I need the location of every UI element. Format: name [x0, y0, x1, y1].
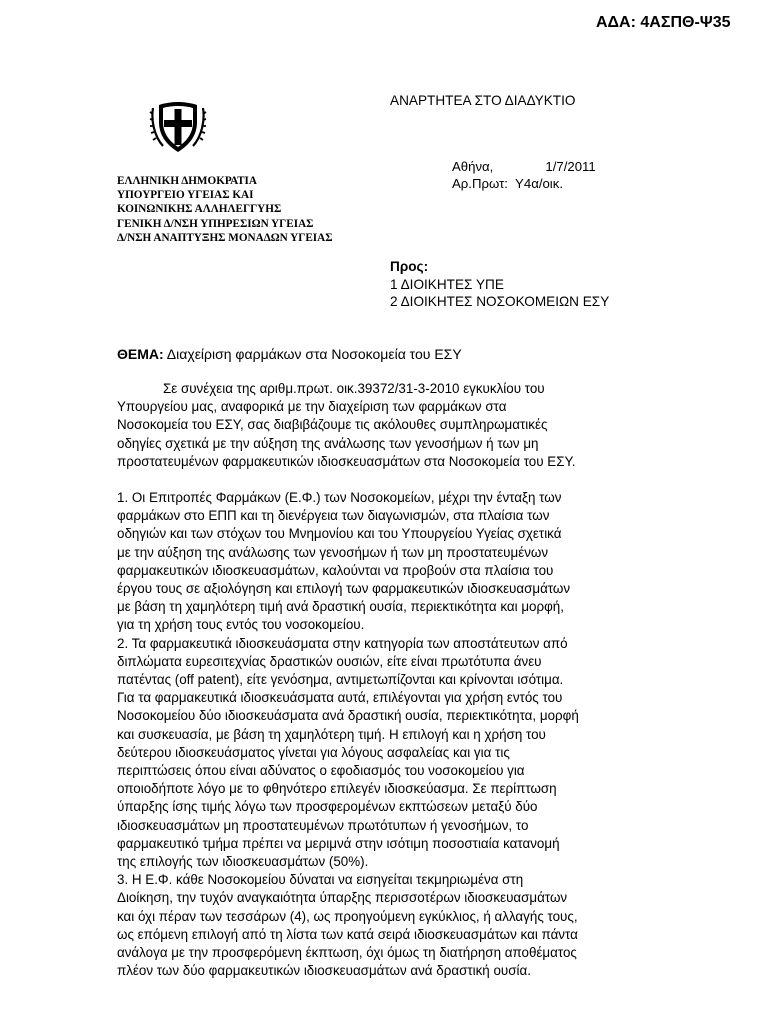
date-block [452, 158, 596, 192]
text-line: 3. Η Ε.Φ. κάθε Νοσοκομείου δύναται να εισηγείται τεκμηριωμένα στη [117, 872, 524, 888]
text-line: πλέον των δύο φαρμακευτικών ιδιοσκευασμάτων ανά δραστική ουσία. [117, 963, 531, 979]
ministry-line: ΓΕΝΙΚΗ Δ/ΝΣΗ ΥΠΗΡΕΣΙΩΝ ΥΓΕΙΑΣ [117, 217, 314, 230]
subject-line [117, 346, 462, 362]
text-line: οποιοδήποτε λόγο με το φθηνότερο επιλεγέν ιδιοσκεύασμα. Σε περίπτωση [117, 781, 557, 797]
text-line: δεύτερου ιδιοσκευάσματος γίνεται για λόγους ασφαλείας και για τις [117, 744, 510, 760]
post-notice: ΑΝΑΡΤΗΤΕΑ ΣΤΟ ΔΙΑΔΥΚΤΙΟ [390, 93, 576, 108]
text-line: με την αύξηση της ανάλωσης των γενοσήμων ή των μη προστατευμένων [117, 544, 549, 560]
intro-paragraph [117, 380, 657, 471]
recipients-label: Προς: [390, 259, 429, 274]
ministry-line: Δ/ΝΣΗ ΑΝΑΠΤΥΞΗΣ ΜΟΝΑΔΩΝ ΥΓΕΙΑΣ [117, 231, 333, 244]
text-line: ανάλογα με την προσφερόμενη έκπτωση, όχι όμως τη διατήρηση αποθέματος [117, 945, 577, 961]
recipient-line: 1 ΔΙΟΙΚΗΤΕΣ ΥΠΕ [390, 276, 504, 292]
text-line: για τη χρήση τους εντός του νοσοκομείου. [117, 617, 365, 633]
text-line: προστατευμένων φαρμακευτικών ιδιοσκευασμάτων στα Νοσοκομεία του ΕΣΥ. [117, 453, 576, 469]
text-line: και συσκευασία, με βάση τη χαμηλότερη τιμή. Η επιλογή και η χρήση του [117, 726, 546, 742]
text-line: 1. Οι Επιτροπές Φαρμάκων (Ε.Φ.) των Νοσοκομείων, μέχρι την ένταξη των [117, 490, 562, 505]
text-line: οδηγιών και των στόχων του Μνημονίου και του Υπουργείου Υγείας σχετικά [117, 526, 562, 542]
ada-code: ΑΔΑ: 4ΑΣΠΘ-Ψ35 [596, 14, 731, 31]
ministry-line: ΥΠΟΥΡΓΕΙΟ ΥΓΕΙΑΣ ΚΑΙ [117, 189, 254, 202]
ministry-line: ΕΛΛΗΝΙΚΗ ΔΗΜΟΚΡΑΤΙΑ [117, 175, 257, 187]
text-line: 2. Τα φαρμακευτικά ιδιοσκευάσματα στην κατηγορία των αποστάτευτων από [117, 635, 568, 651]
text-line: φαρμάκων στο ΕΠΠ και τη διενέργεια των διαγωνισμών, στα πλαίσια των [117, 508, 550, 524]
ministry-header [117, 174, 377, 245]
text-line: οδηγίες σχετικά με την αύξηση της ανάλωσης των γενοσήμων ή των μη [117, 435, 539, 451]
protocol-number: Αρ.Πρωτ: Υ4α/οικ. [452, 176, 563, 191]
ministry-line: ΚΟΙΝΩΝΙΚΗΣ ΑΛΛΗΛΕΓΓΥΗΣ [117, 203, 282, 216]
text-line: Για τα φαρμακευτικά ιδιοσκευάσματα αυτά, επιλέγονται για χρήση εντός του [117, 690, 563, 706]
text-line: περιπτώσεις όπου είναι αδύνατος ο εφοδιασμός του νοσοκομείου για [117, 763, 525, 779]
text-line: Σε συνέχεια της αριθμ.πρωτ. οικ.39372/31-3-2010 εγκυκλίου του [163, 381, 545, 396]
text-line: Νοσοκομείου δύο ιδιοσκευάσματα ανά δραστική ουσία, περιεκτικότητα, μορφή [117, 708, 579, 724]
text-line: έργου τους σε αξιολόγηση και επιλογή των φαρμακευτικών ιδιοσκευασμάτων [117, 581, 571, 597]
numbered-points [117, 489, 657, 980]
city: Αθήνα, [452, 159, 494, 174]
greek-coat-of-arms-icon [149, 98, 207, 156]
date: 1/7/2011 [545, 159, 596, 174]
text-line: της επιλογής των ιδιοσκευασμάτων (50%). [117, 854, 369, 870]
recipients [390, 258, 609, 311]
recipient-line: 2 ΔΙΟΙΚΗΤΕΣ ΝΟΣΟΚΟΜΕΙΩΝ ΕΣΥ [390, 294, 610, 309]
text-line: ύπαρξης ίσης τιμής λόγω των προσφερομένων εκπτώσεων μεταξύ δύο [117, 799, 538, 815]
text-line: διπλώματα ευρεσιτεχνίας δραστικών ουσιών, είτε είναι πρωτότυπα άνευ [117, 653, 542, 669]
text-line: Διοίκηση, την τυχόν αναγκαιότητα ύπαρξης περισσοτέρων ιδιοσκευασμάτων [117, 890, 568, 906]
subject-text: Διαχείριση φαρμάκων στα Νοσοκομεία του ΕΣΥ [163, 346, 462, 362]
text-line: πατέντας (off patent), είτε γενόσημα, αντιμετωπίζονται και κρίνονται ισότιμα. [117, 672, 564, 688]
subject-label: ΘΕΜΑ: [117, 346, 164, 362]
text-line: Νοσοκομεία του ΕΣΥ, σας διαβιβάζουμε τις ακόλουθες συμπληρωματικές [117, 417, 548, 433]
text-line: Υπουργείου μας, αναφορικά με την διαχείριση των φαρμάκων στα [117, 399, 507, 415]
text-line: και όχι πέραν των τεσσάρων (4), ως προηγούμενη εγκύκλιος, ή αλλαγής τους, [117, 908, 578, 924]
text-line: με βάση τη χαμηλότερη τιμή ανά δραστική ουσία, περιεκτικότητα και μορφή, [117, 599, 564, 615]
text-line: ιδιοσκευασμάτων μη προστατευμένων πρωτότυπων ή γενοσήμων, το [117, 817, 529, 833]
text-line: ως επόμενη επιλογή από τη λίστα των κατά σειρά ιδιοσκευασμάτων και πάντα [117, 926, 578, 942]
text-line: φαρμακευτικών ιδιοσκευασμάτων, καλούνται να προβούν στα πλαίσια του [117, 562, 554, 578]
text-line: φαρμακευτικό τμήμα πρέπει να μεριμνά στην ισότιμη ποσοστιαία κατανομή [117, 835, 560, 851]
